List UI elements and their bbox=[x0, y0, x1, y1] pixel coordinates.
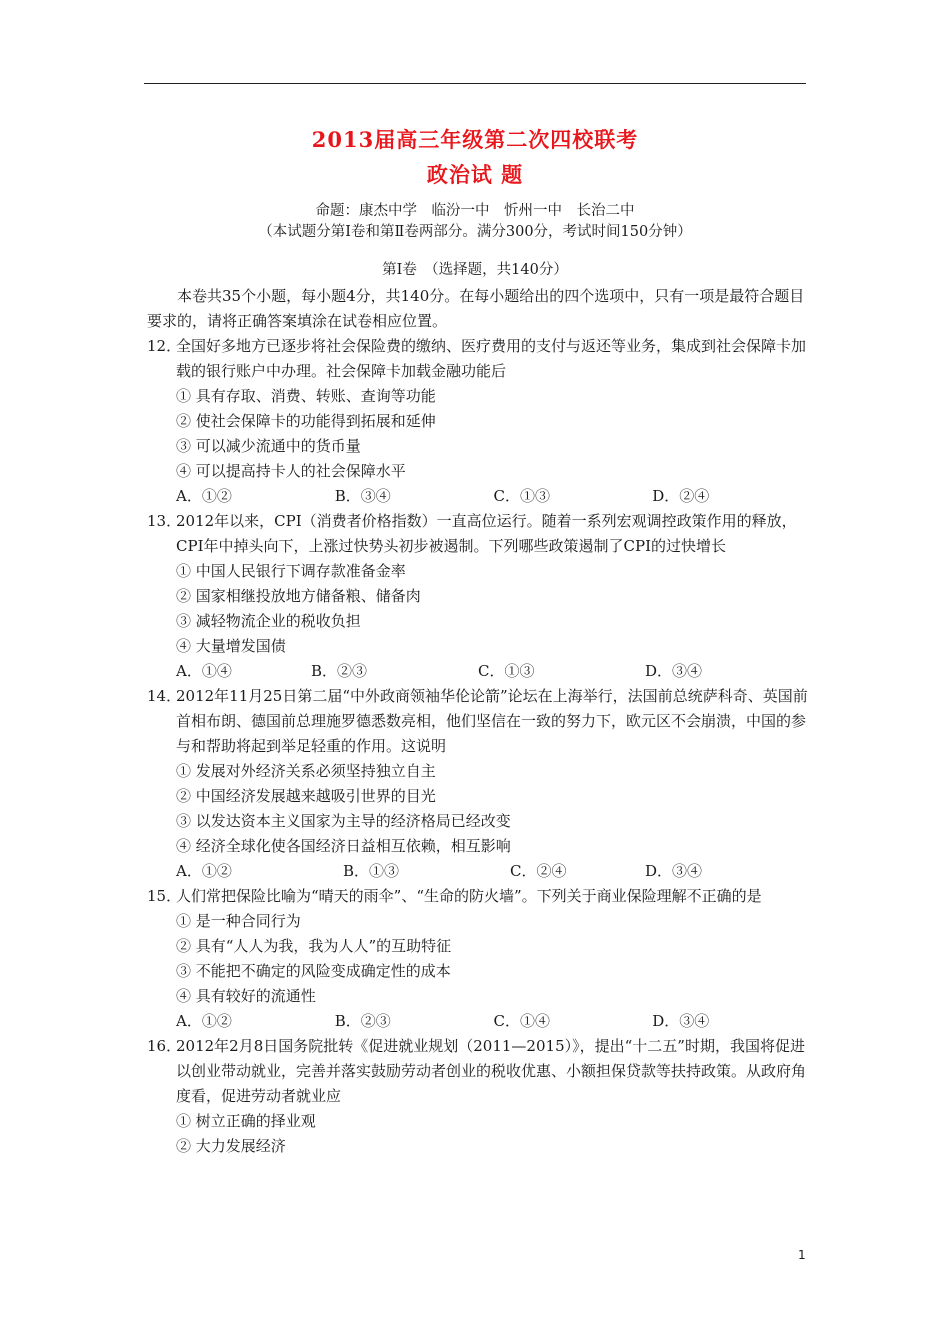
option: ② 具有“人人为我，我为人人”的互助特征 bbox=[176, 937, 452, 955]
option: ① 发展对外经济关系必须坚持独立自主 bbox=[176, 762, 436, 780]
question-number: 13． bbox=[147, 512, 182, 530]
question-16 bbox=[147, 1034, 811, 1159]
answer-choices bbox=[176, 859, 811, 884]
option: ③ 以发达资本主义国家为主导的经济格局已经改变 bbox=[176, 812, 511, 830]
answer-choices bbox=[176, 1009, 811, 1034]
question-number: 16． bbox=[147, 1037, 182, 1055]
option: ② 中国经济发展越来越吸引世界的目光 bbox=[176, 787, 436, 805]
answer-c[interactable]: C．①③ bbox=[493, 487, 550, 505]
header-rule bbox=[144, 83, 806, 84]
answer-choices bbox=[176, 659, 811, 684]
question-text: 全国好多地方已逐步将社会保险费的缴纳、医疗费用的支付与返还等业务，集成到社会保障卡加载的银行账户中办理。社会保障卡加载金融功能后 bbox=[176, 337, 807, 380]
question-number: 12． bbox=[147, 337, 182, 355]
option: ① 是一种合同行为 bbox=[176, 912, 301, 930]
question-14 bbox=[147, 684, 811, 884]
option: ③ 不能把不确定的风险变成确定性的成本 bbox=[176, 962, 451, 980]
answer-a[interactable]: A．①④ bbox=[176, 662, 232, 680]
option: ④ 可以提高持卡人的社会保障水平 bbox=[176, 462, 406, 480]
question-number: 14． bbox=[147, 687, 182, 705]
option: ④ 经济全球化使各国经济日益相互依赖，相互影响 bbox=[176, 837, 511, 855]
answer-d[interactable]: D．③④ bbox=[652, 1012, 710, 1030]
option: ② 国家相继投放地方储备粮、储备肉 bbox=[176, 587, 421, 605]
answer-a[interactable]: A．①② bbox=[176, 487, 232, 505]
answer-c[interactable]: C．①③ bbox=[478, 662, 535, 680]
answer-a[interactable]: A．①② bbox=[176, 1012, 232, 1030]
option: ④ 大量增发国债 bbox=[176, 637, 286, 655]
option: ① 具有存取、消费、转账、查询等功能 bbox=[176, 387, 436, 405]
question-text: 人们常把保险比喻为“晴天的雨伞”、“生命的防火墙”。下列关于商业保险理解不正确的是 bbox=[176, 887, 762, 905]
answer-c[interactable]: C．①④ bbox=[493, 1012, 550, 1030]
answer-d[interactable]: D．③④ bbox=[645, 662, 703, 680]
option: ① 树立正确的择业观 bbox=[176, 1112, 316, 1130]
option: ④ 具有较好的流通性 bbox=[176, 987, 316, 1005]
section-intro: 本卷共35个小题，每小题4分，共140分。在每小题给出的四个选项中，只有一项是最符合题目要求的，请将正确答案填涂在试卷相应位置。 bbox=[147, 287, 805, 330]
exam-note: （本试题分第Ⅰ卷和第Ⅱ卷两部分。满分300分，考试时间150分钟） bbox=[258, 224, 692, 240]
answer-b[interactable]: B．②③ bbox=[311, 662, 368, 680]
question-text: 2012年以来，CPI（消费者价格指数）一直高位运行。随着一系列宏观调控政策作用的释放，CPI年中掉头向下，上涨过快势头初步被遏制。下列哪些政策遏制了CPI的过快增长 bbox=[176, 512, 797, 555]
option: ② 使社会保障卡的功能得到拓展和延伸 bbox=[176, 412, 436, 430]
section-heading: 第Ⅰ卷 （选择题，共140分） bbox=[382, 262, 568, 278]
answer-d[interactable]: D．③④ bbox=[645, 862, 703, 880]
answer-c[interactable]: C．②④ bbox=[510, 862, 567, 880]
answer-b[interactable]: B．②③ bbox=[334, 1012, 391, 1030]
exam-subtitle: 政治试 题 bbox=[426, 162, 524, 187]
option: ③ 可以减少流通中的货币量 bbox=[176, 437, 361, 455]
question-number: 15． bbox=[147, 887, 182, 905]
option: ③ 减轻物流企业的税收负担 bbox=[176, 612, 361, 630]
exam-authors: 命题：康杰中学 临汾一中 忻州一中 长治二中 bbox=[315, 203, 635, 219]
question-text: 2012年11月25日第二届“中外政商领袖华伦论箭”论坛在上海举行，法国前总统萨科奇、英国前首相布朗、德国前总理施罗德悉数亮相，他们坚信在一致的努力下，欧元区不会崩溃，中国的参与和帮助将起到举足轻重的作用。这说明 bbox=[176, 687, 808, 755]
page-number: 1 bbox=[798, 1248, 806, 1262]
question-15 bbox=[147, 884, 811, 1034]
answer-b[interactable]: B．①③ bbox=[343, 862, 400, 880]
answer-a[interactable]: A．①② bbox=[176, 862, 232, 880]
exam-content bbox=[147, 284, 811, 1159]
question-text: 2012年2月8日国务院批转《促进就业规划（2011—2015）》，提出“十二五”时期，我国将促进以创业带动就业，完善并落实鼓励劳动者创业的税收优惠、小额担保贷款等扶持政策。从政府角度看，促进劳动者就业应 bbox=[176, 1037, 807, 1105]
option: ② 大力发展经济 bbox=[176, 1137, 286, 1155]
answer-d[interactable]: D．②④ bbox=[652, 487, 710, 505]
exam-title: 2013届高三年级第二次四校联考 bbox=[311, 127, 639, 152]
answer-choices bbox=[176, 484, 811, 509]
question-13 bbox=[147, 509, 811, 684]
question-12 bbox=[147, 334, 811, 509]
answer-b[interactable]: B．③④ bbox=[334, 487, 391, 505]
option: ① 中国人民银行下调存款准备金率 bbox=[176, 562, 406, 580]
